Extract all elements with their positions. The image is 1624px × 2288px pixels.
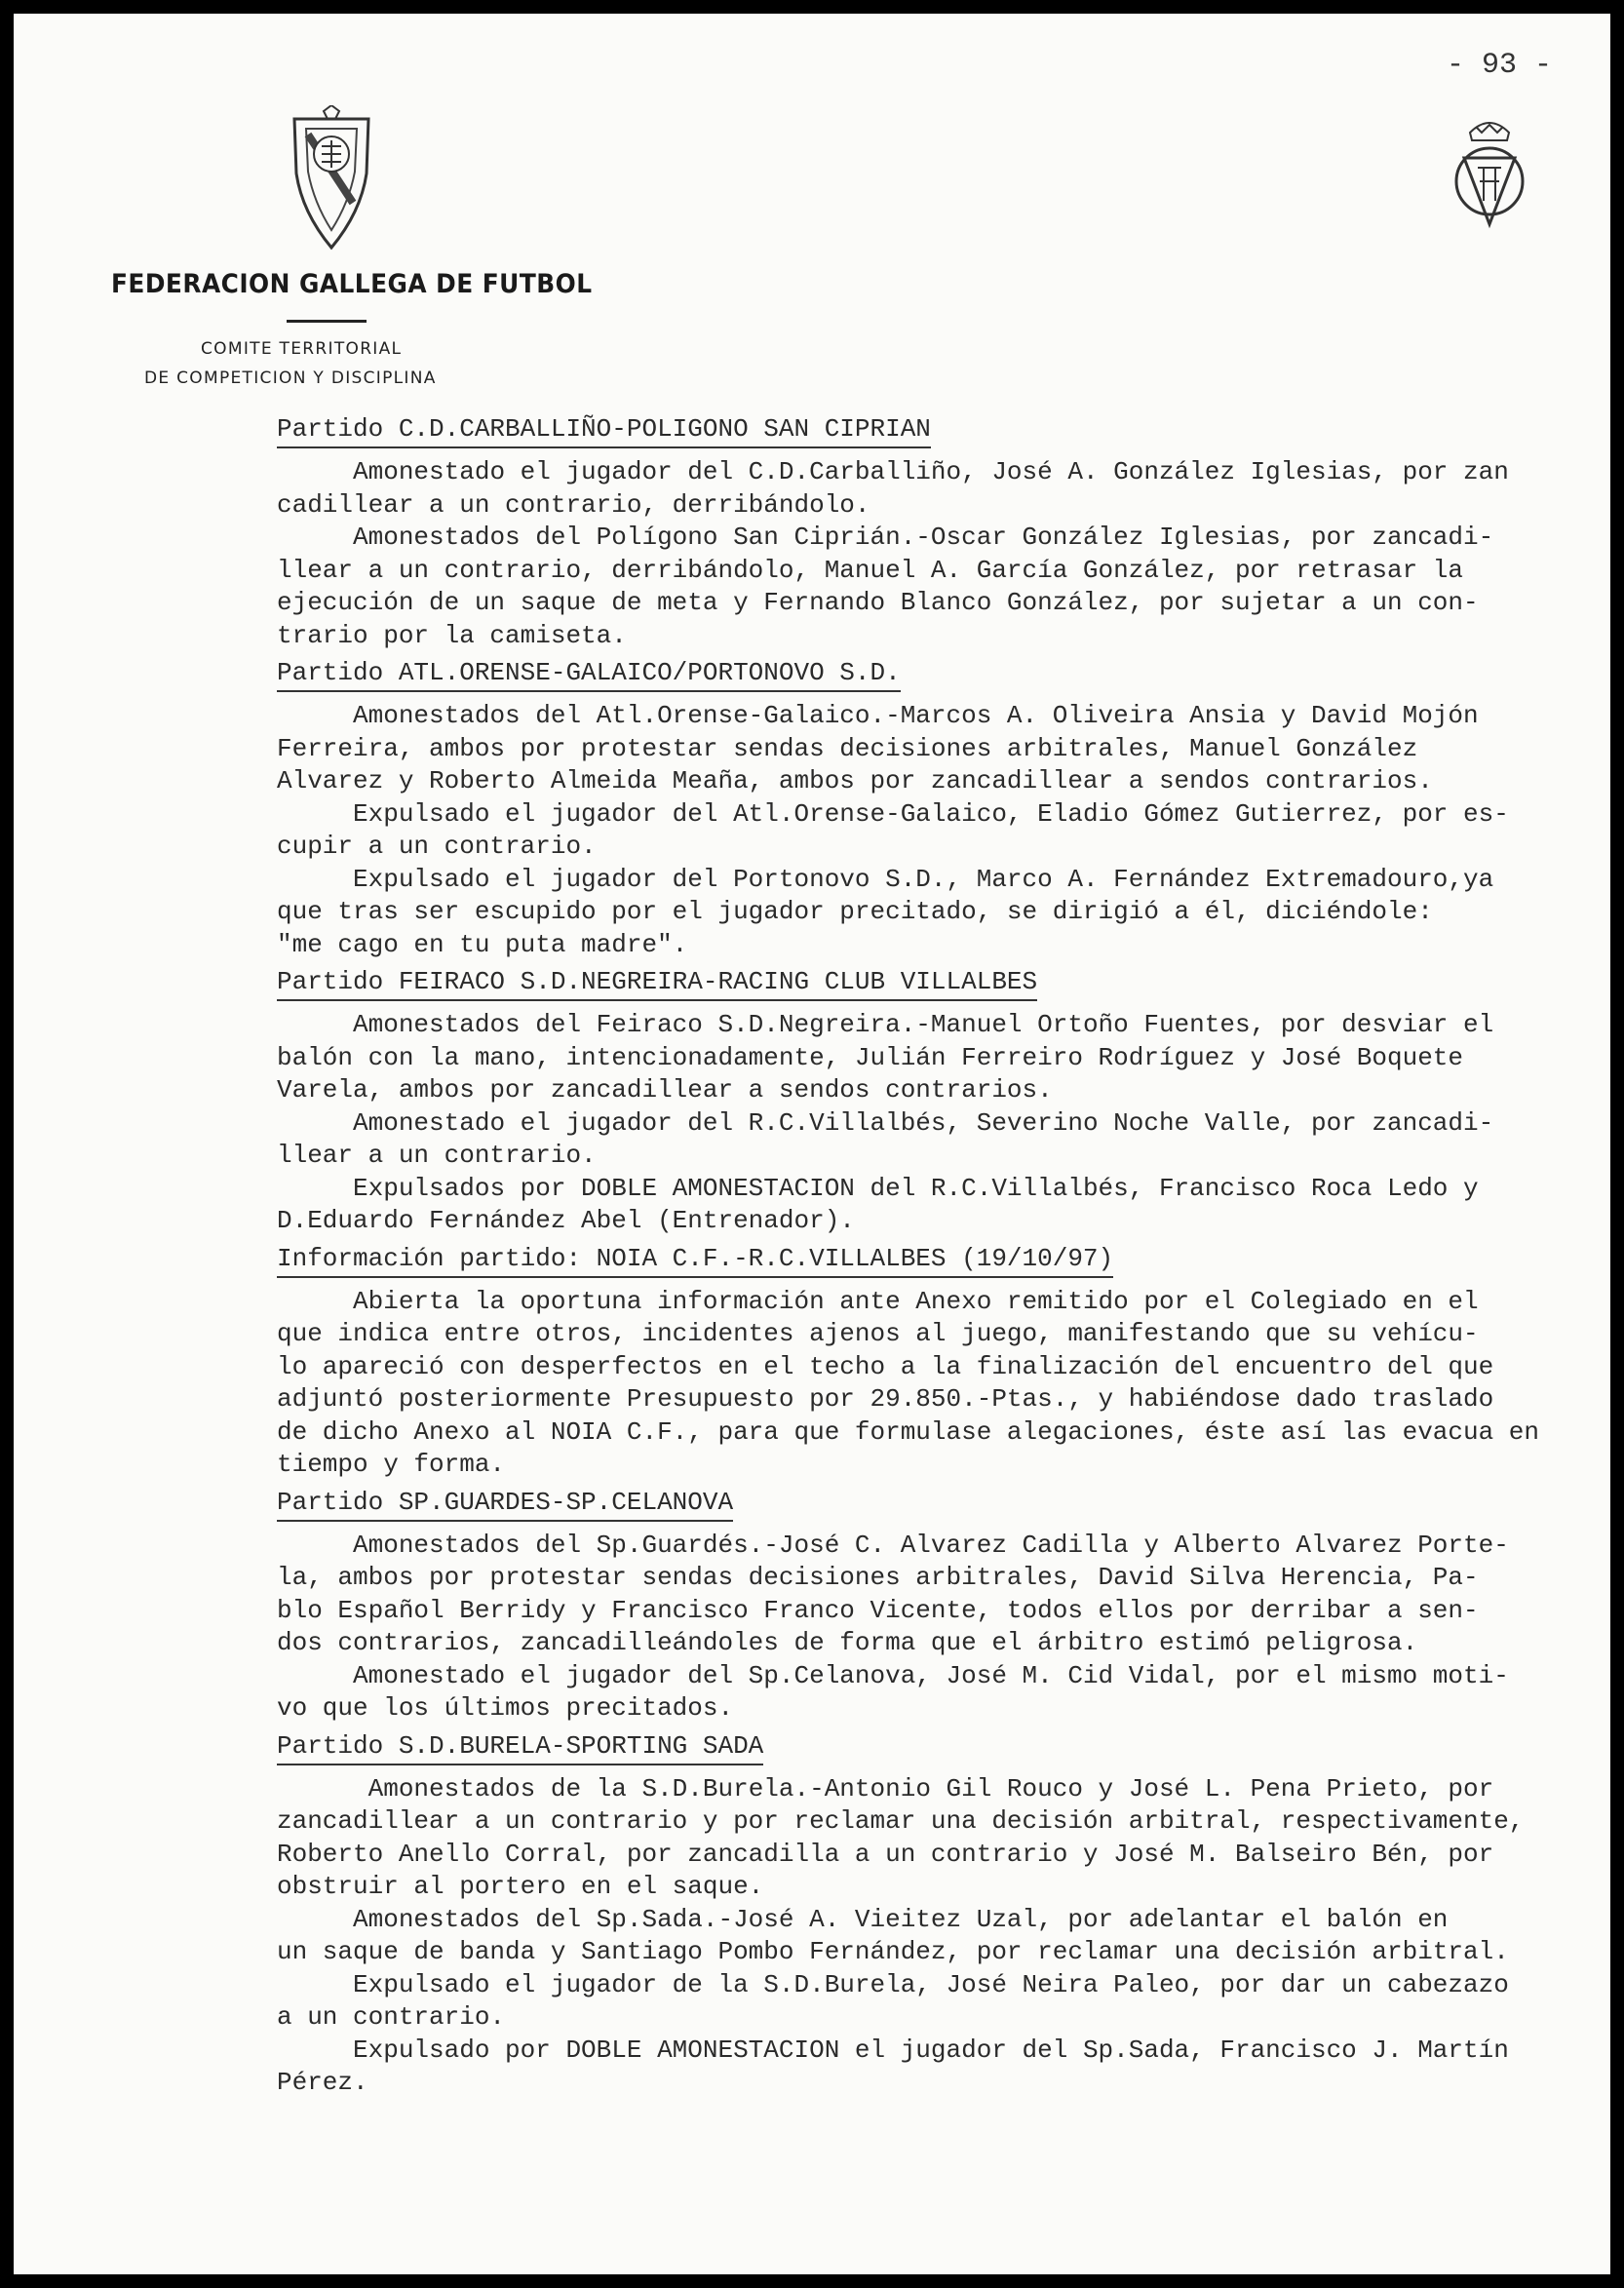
match-section xyxy=(277,1726,1610,2100)
page-number: - 93 - xyxy=(1447,49,1553,82)
paragraph: Expulsados por DOBLE AMONESTACION del R.C.Villalbés, Francisco Roca Ledo y D.Eduardo Fernández Abel (Entrenador). xyxy=(277,1173,1479,1235)
match-section xyxy=(277,1482,1610,1726)
paragraph: Amonestados del Atl.Orense-Galaico.-Marcos A. Oliveira Ansia y David Mojón Ferreira, ambos por protestar sendas decisiones arbitrales, Manuel González Alvarez y Roberto Almeida Meaña, ambos por zancadillear a sendos contrarios. xyxy=(277,701,1479,795)
paragraph: Amonestados de la S.D.Burela.-Antonio Gil Rouco y José L. Pena Prieto, por zancadillear a un contrario y por reclamar una decisión arbitral, respectivamente, Roberto Anello Corral, por zancadilla a un contrario y José M. Balseiro Bén, por obstruir al portero en el saque. xyxy=(277,1773,1525,1901)
match-section xyxy=(277,652,1610,961)
paragraph: Expulsado por DOBLE AMONESTACION el jugador del Sp.Sada, Francisco J. Martín Pérez. xyxy=(277,2035,1509,2097)
match-section xyxy=(277,408,1610,652)
paragraph: Abierta la oportuna información ante Anexo remitido por el Colegiado en el que indica entre otros, incidentes ajenos al juego, manifestando que su vehícu- lo apareció con desperfectos en el techo a la finalización del encuentro del que adjuntó posteriormente Presupuesto por 29.850.-Ptas., y habiéndose dado traslado de dicho Anexo al NOIA C.F., para que formulase alegaciones, éste así las evacua en tiempo y forma. xyxy=(277,1286,1540,1479)
paragraph: Amonestados del Sp.Guardés.-José C. Alvarez Cadilla y Alberto Alvarez Porte- la, ambos por protestar sendas decisiones arbitrales, David Silva Herencia, Pa- blo Español Berridy y Francisco Franco Vicente, todos ellos por derribar a sen- dos contrarios, zancadilleándoles de forma que el árbitro estimó peligrosa. xyxy=(277,1530,1509,1657)
match-section xyxy=(277,961,1610,1238)
match-section xyxy=(277,1238,1610,1482)
match-heading: Información partido: NOIA C.F.-R.C.VILLALBES (19/10/97) xyxy=(277,1242,1113,1278)
match-heading: Partido FEIRACO S.D.NEGREIRA-RACING CLUB VILLALBES xyxy=(277,965,1037,1001)
paragraph: Amonestados del Polígono San Ciprián.-Oscar González Iglesias, por zancadi- llear a un contrario, derribándolo, Manuel A. García González, por retrasar la ejecución de un saque de meta y Fernando Blanco González, por sujetar a un con- trario por la camiseta. xyxy=(277,523,1494,650)
paragraph: Amonestado el jugador del R.C.Villalbés, Severino Noche Valle, por zancadi- llear a un contrario. xyxy=(277,1107,1494,1170)
paragraph: Amonestados del Sp.Sada.-José A. Vieitez Uzal, por adelantar el balón en un saque de banda y Santiago Pombo Fernández, por reclamar una decisión arbitral. xyxy=(277,1904,1509,1966)
committee-line-2: DE COMPETICION Y DISCIPLINA xyxy=(144,368,437,388)
document-body xyxy=(277,408,1610,2100)
paragraph: Amonestado el jugador del C.D.Carballiño, José A. González Iglesias, por zan cadillear a un contrario, derribándolo. xyxy=(277,457,1509,520)
committee-line-1: COMITE TERRITORIAL xyxy=(201,339,403,359)
paragraph: Expulsado el jugador del Atl.Orense-Galaico, Eladio Gómez Gutierrez, por es- cupir a un contrario. xyxy=(277,798,1509,861)
federation-name: FEDERACION GALLEGA DE FUTBOL xyxy=(111,269,593,299)
match-heading: Partido S.D.BURELA-SPORTING SADA xyxy=(277,1729,763,1765)
match-heading: Partido SP.GUARDES-SP.CELANOVA xyxy=(277,1486,733,1522)
galician-federation-shield-icon xyxy=(285,105,378,252)
document-page xyxy=(14,14,1610,2274)
paragraph: Expulsado el jugador del Portonovo S.D., Marco A. Fernández Extremadouro,ya que tras ser escupido por el jugador precitado, se dirigió a él, diciéndole: "me cago en tu puta madre". xyxy=(277,864,1494,959)
paragraph: Amonestado el jugador del Sp.Celanova, José M. Cid Vidal, por el mismo moti- vo que los últimos precitados. xyxy=(277,1660,1509,1723)
paragraph: Expulsado el jugador de la S.D.Burela, José Neira Paleo, por dar un cabezazo a un contrario. xyxy=(277,1969,1509,2032)
spanish-federation-crest-icon xyxy=(1443,103,1536,230)
match-heading: Partido C.D.CARBALLIÑO-POLIGONO SAN CIPRIAN xyxy=(277,412,931,448)
paragraph: Amonestados del Feiraco S.D.Negreira.-Manuel Ortoño Fuentes, por desviar el balón con la mano, intencionadamente, Julián Ferreiro Rodríguez y José Boquete Varela, ambos por zancadillear a sendos contrarios. xyxy=(277,1010,1494,1105)
letterhead-divider xyxy=(287,320,367,323)
match-heading: Partido ATL.ORENSE-GALAICO/PORTONOVO S.D. xyxy=(277,656,901,692)
